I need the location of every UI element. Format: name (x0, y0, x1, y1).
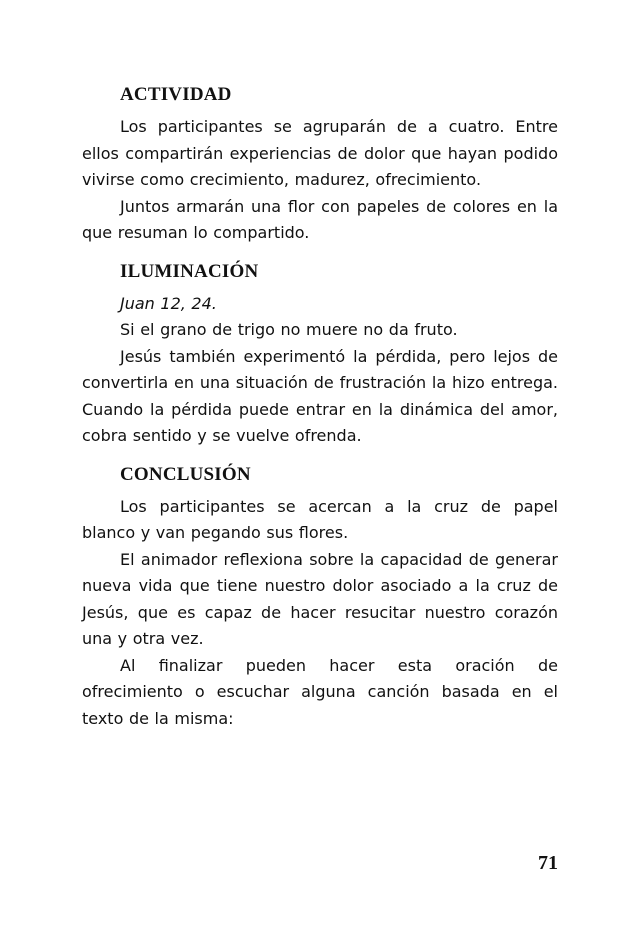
bible-citation: Juan 12, 24. (120, 293, 217, 313)
section-conclusion (82, 462, 558, 733)
page-number: 71 (538, 852, 558, 874)
section-heading-conclusion: CONCLUSIÓN (120, 463, 251, 485)
paragraph: Jesús también experimentó la pérdida, pero lejos de convertirla en una situación de frustración la hizo entrega. Cuando la pérdida puede entrar en la dinámica del amor, cobra sentido y se vuelve ofrenda. (82, 346, 558, 445)
paragraph: El animador reflexiona sobre la capacidad de generar nueva vida que tiene nuestro dolor asociado a la cruz de Jesús, que es capaz de hacer resucitar nuestro corazón una y otra vez. (82, 549, 558, 648)
paragraph: Si el grano de trigo no muere no da fruto. (120, 320, 458, 339)
section-heading-iluminacion: ILUMINACIÓN (120, 260, 259, 282)
paragraph: Al finalizar pueden hacer esta oración de ofrecimiento o escuchar alguna canción basada en el texto de la misma: (82, 655, 558, 728)
paragraph: Juntos armarán una flor con papeles de colores en la que resuman lo compartido. (82, 196, 558, 242)
section-heading-actividad: ACTIVIDAD (120, 84, 232, 105)
paragraph: Los participantes se acercan a la cruz de papel blanco y van pegando sus flores. (82, 496, 558, 542)
section-actividad (82, 82, 558, 247)
page-body (82, 82, 558, 744)
section-iluminacion (82, 259, 558, 450)
paragraph: Los participantes se agruparán de a cuatro. Entre ellos compartirán experiencias de dolor que hayan podido vivirse como crecimiento, madurez, ofrecimiento. (82, 117, 558, 189)
